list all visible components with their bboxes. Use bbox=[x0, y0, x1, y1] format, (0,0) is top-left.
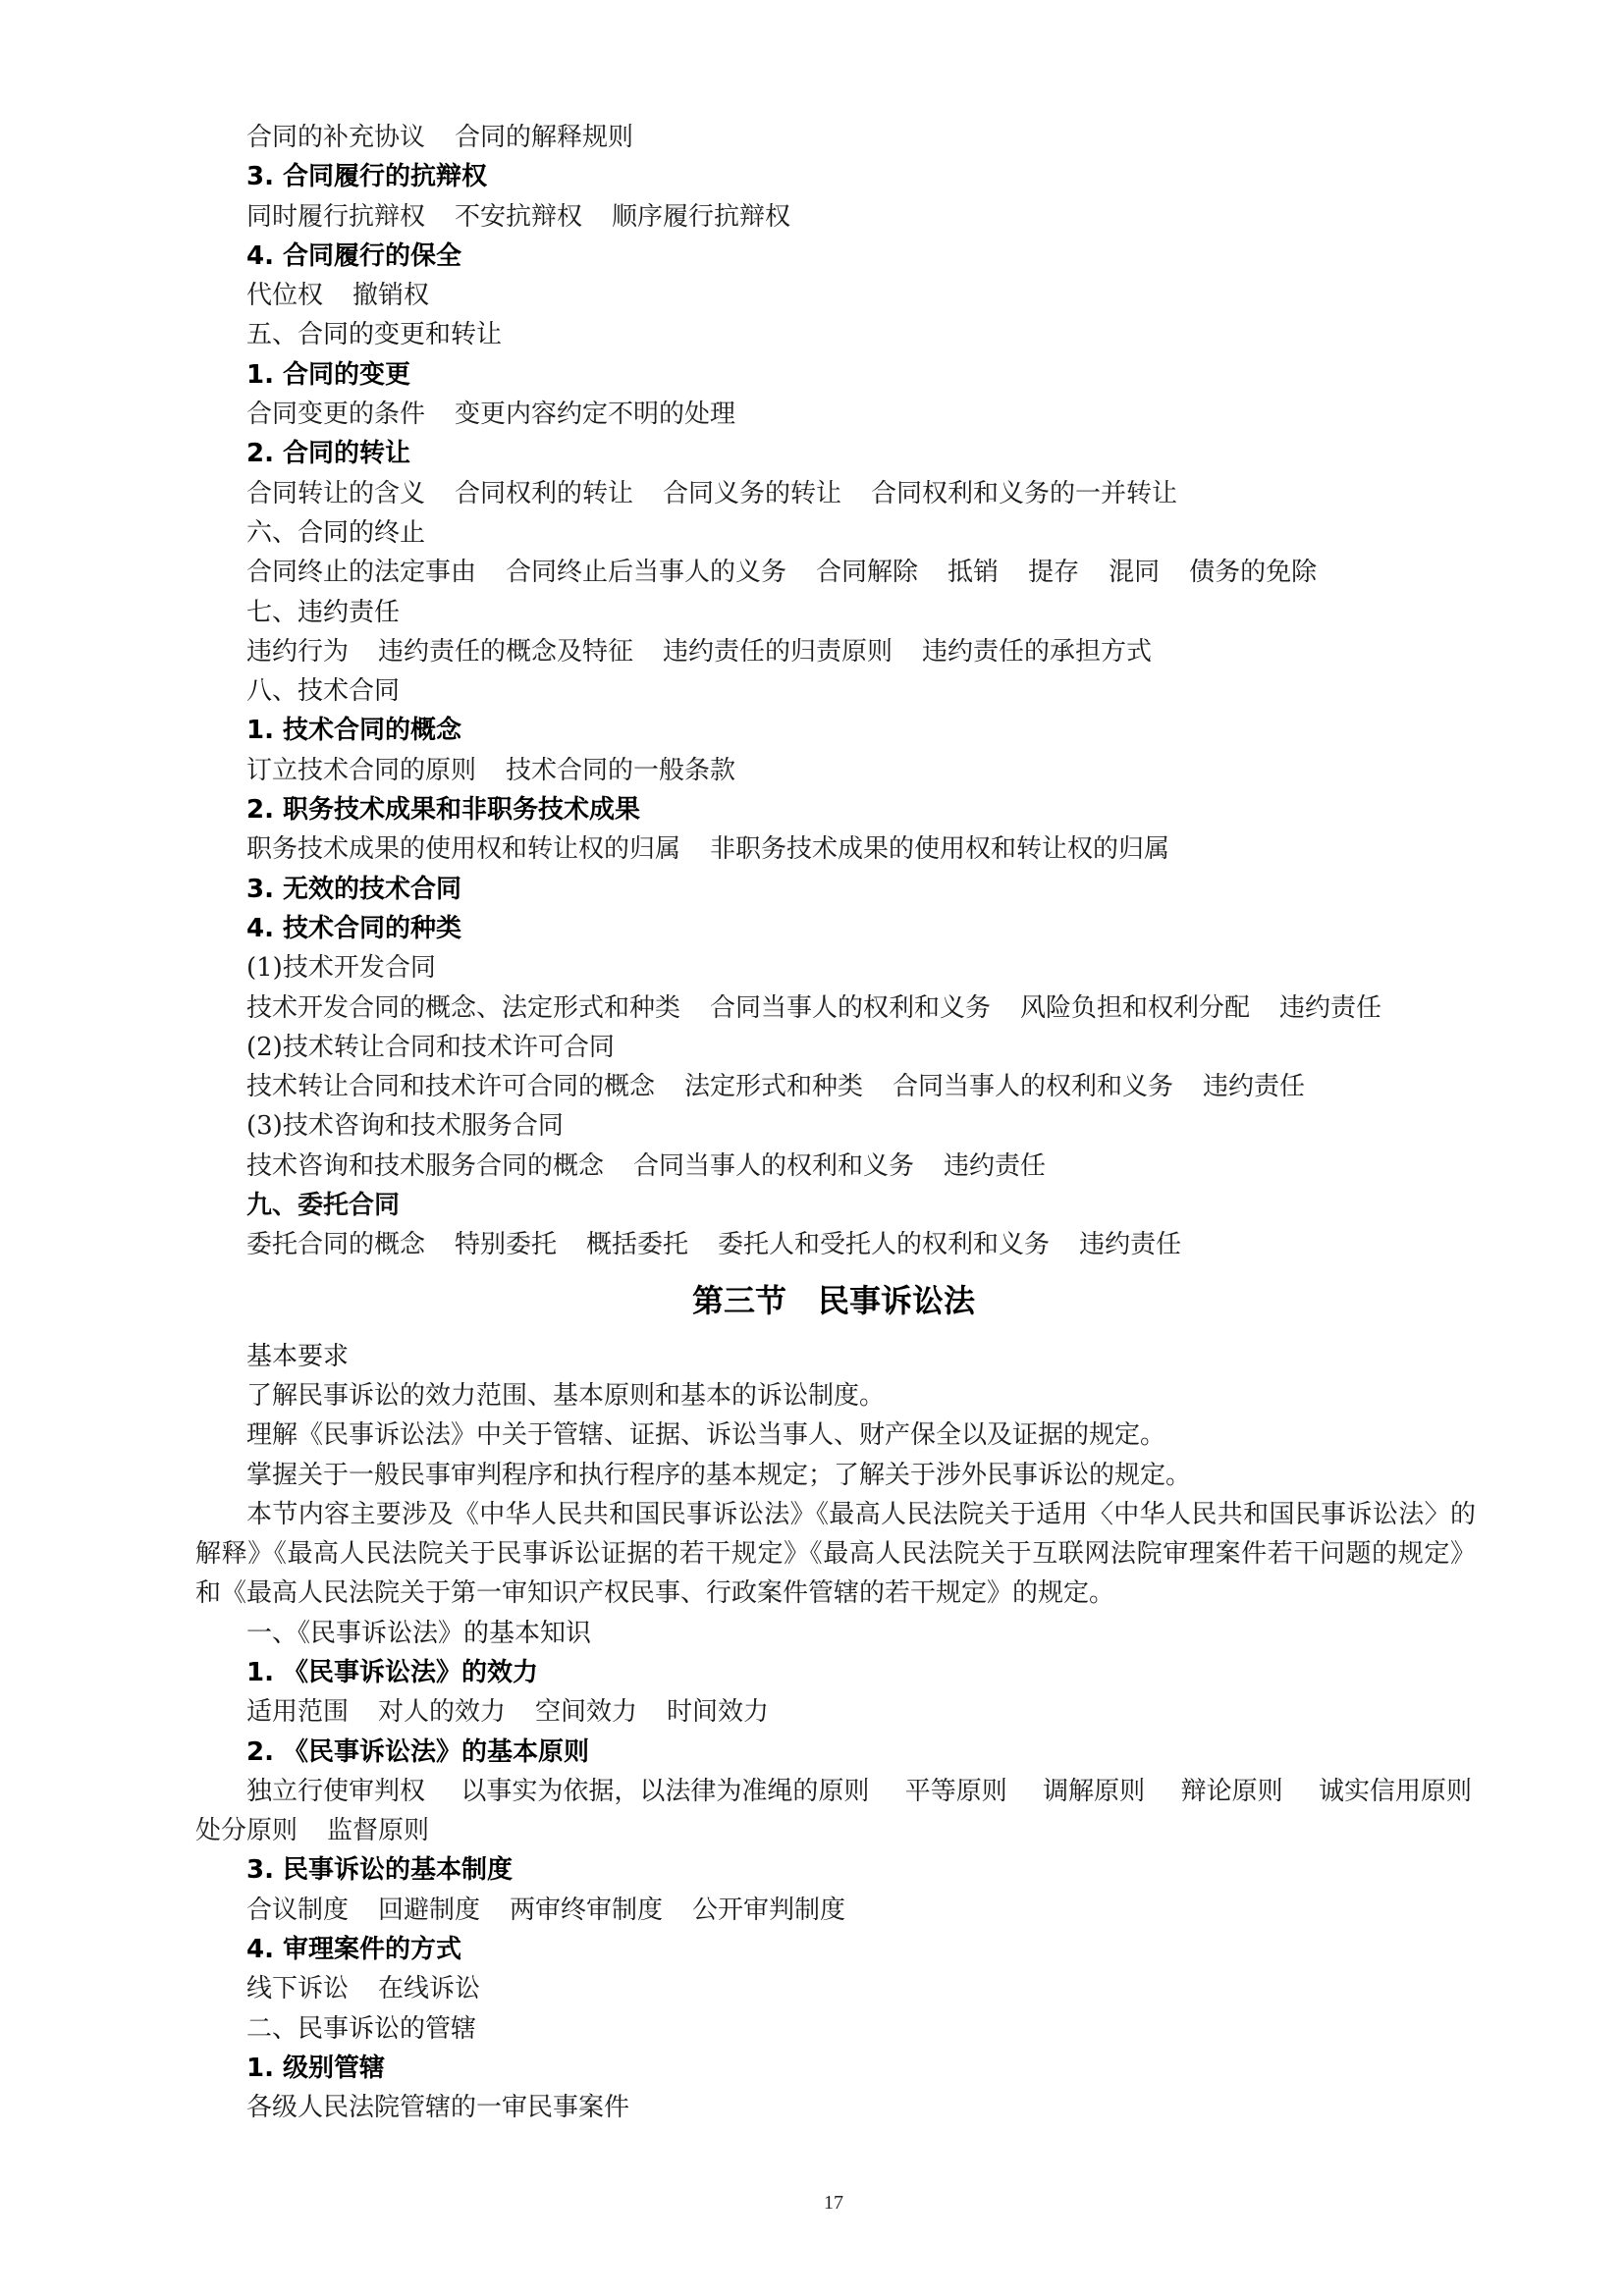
topic-line bbox=[195, 1225, 1472, 1264]
topic-item: 合同义务的转让 bbox=[663, 478, 842, 508]
topic-item: 平等原则 bbox=[904, 1776, 1007, 1806]
subheading: 3. 无效的技术合同 bbox=[246, 874, 462, 904]
topic-item: 处分原则 bbox=[195, 1816, 298, 1846]
topic-line bbox=[195, 197, 1472, 237]
heading: 六、合同的终止 bbox=[246, 517, 426, 548]
topic-item: 合同转让的含义 bbox=[246, 478, 426, 508]
subheading: 4. 合同履行的保全 bbox=[246, 240, 462, 271]
topic-item: 合同当事人的权利和义务 bbox=[710, 992, 992, 1023]
subheading: 2. 职务技术成果和非职务技术成果 bbox=[246, 795, 641, 826]
topic-item: 合同解除 bbox=[816, 558, 919, 588]
topic-item: 违约责任 bbox=[944, 1150, 1047, 1181]
topic-item: 合同当事人的权利和义务 bbox=[633, 1150, 915, 1181]
topic-line bbox=[195, 1772, 1472, 1811]
topic-item: 合同的解释规则 bbox=[455, 123, 634, 152]
topic-item: 合同变更的条件 bbox=[246, 400, 426, 430]
topic-item: 概括委托 bbox=[586, 1230, 689, 1260]
topic-item: 债务的免除 bbox=[1189, 558, 1318, 588]
heading: 八、技术合同 bbox=[246, 676, 401, 707]
subheading: 2. 《民事诉讼法》的基本原则 bbox=[246, 1736, 590, 1767]
topic-item: 委托人和受托人的权利和义务 bbox=[718, 1230, 1051, 1260]
topic-item: 提存 bbox=[1028, 558, 1080, 588]
topic-item: 混同 bbox=[1109, 558, 1161, 588]
heading: 一、《民事诉讼法》的基本知识 bbox=[246, 1618, 592, 1648]
topic-item: 违约责任 bbox=[1079, 1230, 1182, 1260]
topic-item: 法定形式和种类 bbox=[684, 1072, 864, 1102]
topic-line bbox=[195, 1969, 1472, 2008]
topic-item: 非职务技术成果的使用权和转让权的归属 bbox=[710, 834, 1170, 865]
topic-item: 代位权 bbox=[246, 281, 324, 311]
topic-item: 合同权利的转让 bbox=[455, 478, 634, 508]
topic-item: 两审终审制度 bbox=[510, 1895, 664, 1925]
topic-item: 顺序履行抗辩权 bbox=[612, 201, 791, 232]
topic-line bbox=[195, 632, 1472, 671]
topic-line bbox=[195, 276, 1472, 315]
topic-line bbox=[195, 395, 1472, 434]
topic-item: 技术转让合同和技术许可合同的概念 bbox=[246, 1072, 656, 1102]
topic-item: 违约责任 bbox=[1203, 1072, 1306, 1102]
heading: 九、委托合同 bbox=[246, 1191, 401, 1221]
topic-item: 合同的补充协议 bbox=[246, 123, 426, 152]
topic-item: 违约行为 bbox=[246, 636, 350, 667]
topic-item: 订立技术合同的原则 bbox=[246, 755, 477, 785]
topic-line bbox=[195, 1891, 1472, 1930]
topic-item: 不安抗辩权 bbox=[455, 201, 583, 232]
topic-item: 违约责任的归责原则 bbox=[663, 636, 893, 667]
topic-item: 合同终止的法定事由 bbox=[246, 558, 477, 588]
topic-item: 适用范围 bbox=[246, 1697, 350, 1728]
topic-item: 合同终止后当事人的义务 bbox=[506, 558, 787, 588]
topic-item: 同时履行抗辩权 bbox=[246, 201, 426, 232]
topic-item: 特别委托 bbox=[455, 1230, 558, 1260]
topic-item: 线下诉讼 bbox=[246, 1974, 350, 2004]
numbered-item: (1)技术开发合同 bbox=[246, 953, 436, 984]
topic-item: 合议制度 bbox=[246, 1895, 350, 1925]
section-name: 民事诉讼法 bbox=[818, 1281, 976, 1319]
topic-item: 职务技术成果的使用权和转让权的归属 bbox=[246, 834, 681, 865]
topic-item: 变更内容约定不明的处理 bbox=[455, 400, 736, 430]
topic-line bbox=[195, 1811, 1472, 1850]
page-number: 17 bbox=[824, 2192, 843, 2214]
heading: 七、违约责任 bbox=[246, 597, 401, 627]
topic-line bbox=[195, 1692, 1472, 1732]
topic-line bbox=[195, 118, 1472, 157]
requirement-line: 了解民事诉讼的效力范围、基本原则和基本的诉讼制度。 bbox=[246, 1380, 886, 1411]
heading: 基本要求 bbox=[246, 1341, 350, 1371]
heading: 五、合同的变更和转让 bbox=[246, 320, 503, 350]
paragraph-line: 本节内容主要涉及《中华人民共和国民事诉讼法》《最高人民法院关于适用〈中华人民共和国民事诉讼法〉的 bbox=[246, 1499, 1476, 1529]
subheading: 1. 级别管辖 bbox=[246, 2053, 386, 2083]
numbered-item: (3)技术咨询和技术服务合同 bbox=[246, 1111, 564, 1142]
topic-item: 辩论原则 bbox=[1180, 1776, 1283, 1806]
topic-item: 独立行使审判权 bbox=[246, 1776, 426, 1806]
paragraph-line: 解释》《最高人民法院关于民事诉讼证据的若干规定》《最高人民法院关于互联网法院审理案件若干问题的规定》 bbox=[195, 1539, 1476, 1570]
topic-line bbox=[195, 751, 1472, 790]
topic-item: 抵销 bbox=[947, 558, 1000, 588]
requirement-line: 掌握关于一般民事审判程序和执行程序的基本规定；了解关于涉外民事诉讼的规定。 bbox=[246, 1460, 1192, 1490]
topic-line bbox=[195, 474, 1472, 513]
subheading: 2. 合同的转让 bbox=[246, 439, 411, 469]
topic-item: 合同权利和义务的一并转让 bbox=[871, 478, 1178, 508]
subheading: 1. 《民事诉讼法》的效力 bbox=[246, 1657, 539, 1687]
topic-line bbox=[195, 553, 1472, 592]
topic-line bbox=[195, 1147, 1472, 1186]
paragraph-line: 和《最高人民法院关于第一审知识产权民事、行政案件管辖的若干规定》的规定。 bbox=[195, 1578, 1115, 1609]
topic-item: 以事实为依据，以法律为准绳的原则 bbox=[460, 1776, 870, 1806]
topic-item: 技术合同的一般条款 bbox=[506, 755, 736, 785]
topic-item: 对人的效力 bbox=[378, 1697, 507, 1728]
topic-item: 诚实信用原则 bbox=[1318, 1776, 1472, 1806]
subheading: 1. 合同的变更 bbox=[246, 359, 411, 390]
topic-item: 时间效力 bbox=[667, 1697, 770, 1728]
heading: 二、民事诉讼的管辖 bbox=[246, 2013, 477, 2044]
topic-line bbox=[195, 988, 1472, 1028]
topic-item: 技术开发合同的概念、法定形式和种类 bbox=[246, 992, 681, 1023]
topic-item: 空间效力 bbox=[535, 1697, 638, 1728]
section-number: 第三节 bbox=[691, 1281, 786, 1319]
topic-item: 违约责任的承担方式 bbox=[922, 636, 1153, 667]
subheading: 3. 民事诉讼的基本制度 bbox=[246, 1855, 514, 1886]
topic-item: 合同当事人的权利和义务 bbox=[893, 1072, 1174, 1102]
topic-line: 各级人民法院管辖的一审民事案件 bbox=[246, 2093, 630, 2123]
topic-item: 回避制度 bbox=[378, 1895, 481, 1925]
topic-item: 撤销权 bbox=[352, 281, 430, 311]
topic-item: 违约责任 bbox=[1279, 992, 1382, 1023]
topic-item: 在线诉讼 bbox=[378, 1974, 481, 2004]
topic-item: 委托合同的概念 bbox=[246, 1230, 426, 1260]
section-title bbox=[195, 1265, 1472, 1337]
numbered-item: (2)技术转让合同和技术许可合同 bbox=[246, 1032, 615, 1062]
subheading: 3. 合同履行的抗辩权 bbox=[246, 162, 488, 192]
topic-item: 监督原则 bbox=[327, 1816, 430, 1846]
topic-item: 调解原则 bbox=[1043, 1776, 1146, 1806]
topic-item: 违约责任的概念及特征 bbox=[378, 636, 634, 667]
subheading: 1. 技术合同的概念 bbox=[246, 716, 462, 746]
subheading: 4. 技术合同的种类 bbox=[246, 913, 462, 943]
topic-item: 公开审判制度 bbox=[692, 1895, 846, 1925]
topic-line bbox=[195, 829, 1472, 869]
subheading: 4. 审理案件的方式 bbox=[246, 1935, 462, 1965]
topic-line bbox=[195, 1067, 1472, 1106]
requirement-line: 理解《民事诉讼法》中关于管辖、证据、诉讼当事人、财产保全以及证据的规定。 bbox=[246, 1420, 1166, 1451]
topic-item: 技术咨询和技术服务合同的概念 bbox=[246, 1150, 605, 1181]
document-body bbox=[195, 118, 1476, 2128]
topic-item: 风险负担和权利分配 bbox=[1020, 992, 1251, 1023]
